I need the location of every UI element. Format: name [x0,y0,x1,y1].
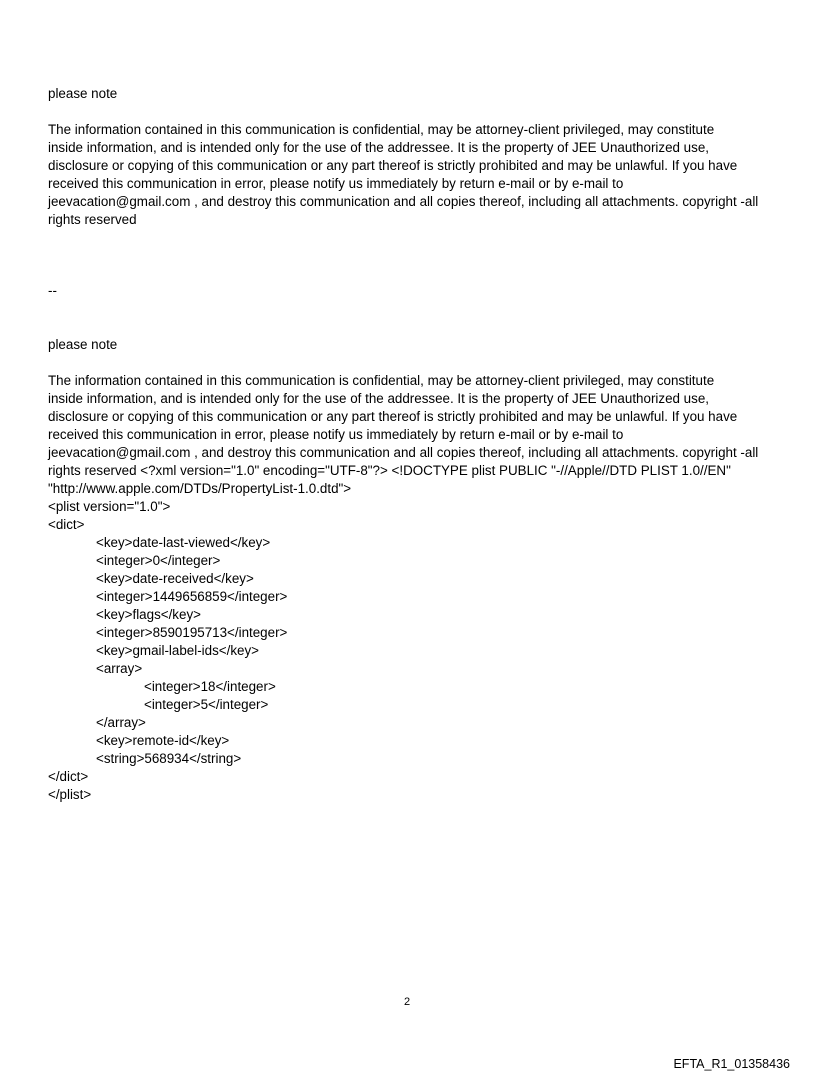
plist-entry: <key>remote-id</key> [96,733,230,748]
block1-heading: please note [48,86,118,101]
separator: -- [48,283,57,298]
plist-array-item: <integer>18</integer> [144,679,276,694]
block2-line: rights reserved <?xml version="1.0" encoding="UTF-8"?> <!DOCTYPE plist PUBLIC "-//Apple//DTD PLIST 1.0//EN" [48,463,731,478]
block1-line: jeevacation@gmail.com , and destroy this communication and all copies thereof, including all attachments. copyright -all [48,194,759,209]
block2-heading: please note [48,337,118,352]
plist-entry: <integer>0</integer> [96,553,221,568]
document-id: EFTA_R1_01358436 [673,1057,790,1071]
block2-line: The information contained in this communication is confidential, may be attorney-client privileged, may constitute [48,373,715,388]
plist-entry: <key>flags</key> [96,607,201,622]
plist-entry: <integer>8590195713</integer> [96,625,288,640]
plist-entry: <array> [96,661,143,676]
plist-entry: <string>568934</string> [96,751,242,766]
block1-line: rights reserved [48,212,137,227]
dict-close: </dict> [48,769,89,784]
block1-line: received this communication in error, please notify us immediately by return e-mail or by e-mail to [48,176,624,191]
plist-open: <plist version="1.0"> [48,499,171,514]
block2-line: jeevacation@gmail.com , and destroy this communication and all copies thereof, including all attachments. copyright -all [48,445,759,460]
plist-entry: <integer>1449656859</integer> [96,589,288,604]
block2-line: inside information, and is intended only for the use of the addressee. It is the property of JEE Unauthorized use, [48,391,709,406]
block2-body [48,372,788,804]
block2-line: "http://www.apple.com/DTDs/PropertyList-1.0.dtd"> [48,481,352,496]
block1-line: disclosure or copying of this communication or any part thereof is strictly prohibited and may be unlawful. If you have [48,158,738,173]
plist-close: </plist> [48,787,92,802]
plist-entry: <key>gmail-label-ids</key> [96,643,260,658]
block2-line: disclosure or copying of this communication or any part thereof is strictly prohibited and may be unlawful. If you have [48,409,738,424]
plist-entry: <key>date-received</key> [96,571,254,586]
block1-body [48,121,788,229]
page-number: 2 [404,996,411,1008]
block1-line: The information contained in this communication is confidential, may be attorney-client privileged, may constitute [48,122,715,137]
plist-array-item: <integer>5</integer> [144,697,269,712]
block1-line: inside information, and is intended only for the use of the addressee. It is the property of JEE Unauthorized use, [48,140,709,155]
plist-entry: <key>date-last-viewed</key> [96,535,271,550]
dict-open: <dict> [48,517,85,532]
block2-line: received this communication in error, please notify us immediately by return e-mail or by e-mail to [48,427,624,442]
plist-entry: </array> [96,715,146,730]
